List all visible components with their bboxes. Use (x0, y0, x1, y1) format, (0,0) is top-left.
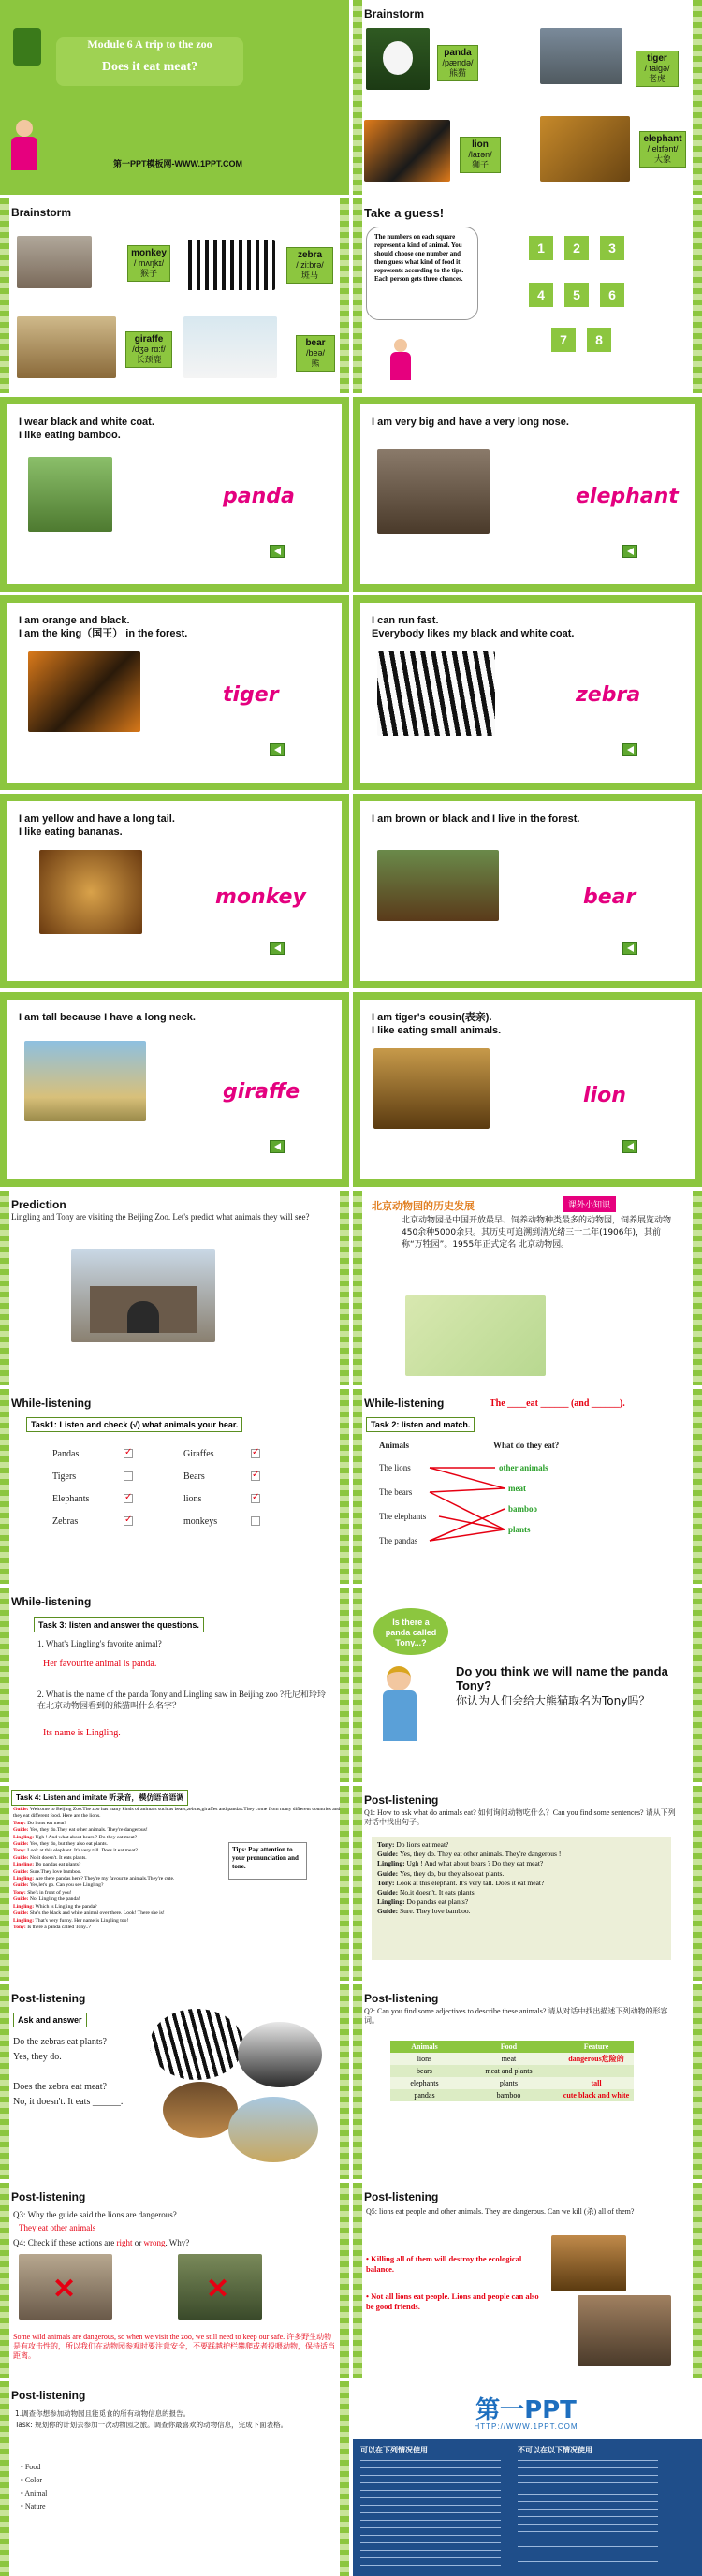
lion-photo (540, 116, 630, 182)
slide-title: Post-listening (364, 1992, 439, 2005)
play-button[interactable] (270, 743, 285, 756)
dialogue-line (13, 1827, 341, 1834)
riddle-line-2: Everybody likes my black and white coat. (372, 628, 575, 639)
food-plants: plants (508, 1525, 531, 1534)
task-label: Task 2: listen and match. (366, 1417, 475, 1432)
header-feature: Feature (583, 2042, 609, 2051)
usage-allowed-heading: 可以在下列情况使用 (360, 2446, 428, 2454)
elephant-photo (540, 28, 622, 84)
post-listening-ask-slide (0, 1984, 349, 2179)
slide-title: Post-listening (364, 2190, 439, 2203)
guess-square-8[interactable]: 8 (587, 328, 611, 352)
speaker: Guide: (377, 1907, 400, 1916)
line-text: Sure. They love bamboo. (399, 1907, 471, 1916)
line-text: No,it doesn't. It eats plants. (29, 1854, 87, 1861)
animal-bears: The bears (379, 1487, 413, 1497)
speaker: Tony: (13, 1924, 28, 1930)
speaker: Guide: (13, 1868, 30, 1875)
guess-instructions: The numbers on each square represent a kind of animal. You should choose one number and then guess what kind of food it represents according to the tips. Each person gets three chances. (366, 227, 478, 320)
listening-task1-slide (0, 1389, 349, 1584)
dialogue-line (13, 1890, 341, 1896)
panda-photo (366, 28, 430, 90)
prediction-slide (0, 1191, 349, 1385)
task-label: Ask and answer (13, 2012, 87, 2027)
ad-slide (353, 2381, 702, 2576)
line-text: Yes, they do, but they also eat plants. (29, 1841, 108, 1848)
table-cell: pandas (414, 2091, 435, 2100)
riddle-answer: monkey (215, 886, 306, 909)
riddle-slide-giraffe (0, 992, 349, 1187)
brainstorm-slide-1 (353, 0, 702, 195)
table-cell: cute black and white (563, 2091, 630, 2100)
line-text: No, Lingling the panda! (29, 1896, 80, 1903)
dialogue-line (377, 1897, 665, 1907)
giraffe-photo (24, 1041, 146, 1121)
col-food: What do they eat? (493, 1441, 560, 1450)
speaker: Guide: (377, 1888, 400, 1897)
tiger-photo (28, 651, 140, 732)
panda-photo (28, 457, 112, 532)
riddle-line-2: I like eating bamboo. (19, 430, 121, 441)
task-label: Task 4: Listen and imitate 听录音，模仿语音语调 (11, 1790, 188, 1806)
dialogue-line (13, 1918, 341, 1925)
riddle-answer: giraffe (223, 1080, 300, 1104)
adjective-table (390, 2041, 634, 2101)
question-3: Q3: Why the guide said the lions are dangerous? (13, 2210, 177, 2219)
line-text: She's the black and white animal over there. Look! There she is! (29, 1910, 165, 1917)
dialogue-line (13, 1807, 341, 1821)
riddle-line-2: I like eating bananas. (19, 827, 123, 838)
list-item: • Color (21, 2476, 43, 2484)
list-item: • Food (21, 2463, 41, 2471)
dialogue-line (13, 1821, 341, 1827)
zebra-photo (183, 240, 275, 290)
post-listening-task-slide (0, 2381, 349, 2576)
post-listening-q5-slide (353, 2183, 702, 2378)
label-panda: panda /pændə/ 熊猫 (437, 45, 478, 81)
play-button[interactable] (270, 1140, 285, 1153)
riddle-line-1: I am yellow and have a long tail. (19, 813, 175, 825)
speaker: Guide: (13, 1854, 30, 1861)
qa-line-1: Do the zebras eat plants? (13, 2037, 107, 2047)
speaker: Tony: (377, 1878, 397, 1887)
question-1: 1. What's Lingling's favorite animal? (37, 1639, 162, 1648)
guess-slide (353, 198, 702, 393)
play-button[interactable] (622, 942, 637, 955)
riddle-answer: zebra (576, 683, 641, 707)
line-text: Ugh ! And what about bears ? Do they eat meat? (35, 1834, 138, 1840)
speaker: Tony: (377, 1840, 397, 1849)
link-list[interactable] (518, 2494, 658, 2569)
table-cell: bamboo (496, 2091, 521, 2100)
zoo-gate-photo (71, 1249, 215, 1342)
item-pandas: Pandas (52, 1449, 80, 1459)
dialogue-line (13, 1910, 341, 1917)
speaker: Lingling: (13, 1903, 36, 1910)
line-text: Yes, they do. They eat other animals. They're dangerous ! (399, 1850, 562, 1859)
table-cell: lions (417, 2055, 432, 2063)
dialogue-line (13, 1896, 341, 1903)
item-zebras: Zebras (52, 1516, 79, 1527)
qa-line-2: Yes, they do. (13, 2052, 62, 2062)
riddle-answer: bear (583, 886, 636, 909)
guess-square-1[interactable]: 1 (529, 236, 553, 260)
label-tiger: tiger / taigə/ 老虎 (636, 51, 679, 87)
play-button[interactable] (622, 1140, 637, 1153)
guess-square-4[interactable]: 4 (529, 283, 553, 307)
dialogue-line (377, 1859, 665, 1868)
slide-title: While-listening (11, 1397, 92, 1410)
guess-square-2[interactable]: 2 (564, 236, 589, 260)
animal-lions: The lions (379, 1463, 411, 1472)
speaker: Lingling: (13, 1862, 36, 1868)
speaker: Lingling: (377, 1859, 407, 1868)
discussion-question-cn: 你认为人们会给大熊猫取名为Tony吗？ (456, 1694, 651, 1707)
riddle-slide-tiger (0, 595, 349, 790)
riddle-answer: elephant (576, 485, 679, 508)
check-giraffes[interactable] (251, 1449, 260, 1458)
giraffe-photo (228, 2097, 318, 2162)
check-pandas[interactable] (124, 1449, 133, 1458)
riddle-slide-zebra (353, 595, 702, 790)
guess-square-3[interactable]: 3 (600, 236, 624, 260)
guess-square-7[interactable]: 7 (551, 328, 576, 352)
table-cell: elephants (410, 2079, 439, 2087)
play-button[interactable] (622, 743, 637, 756)
zoo-history-text: 北京动物园是中国开放最早、饲养动物种类最多的动物园，饲养展览动物450余种5000余只。其历史可追溯到清光绪三十二年(1906年)，其前称“万牲园”。1955年正式定名 北京动物园。 (402, 1216, 672, 1250)
riddle-line-1: I am tiger's cousin(表亲). (372, 1012, 492, 1023)
header-animals: Animals (411, 2042, 438, 2051)
extra-knowledge-tag: 课外小知识 (563, 1196, 616, 1212)
action-photo-2: ✕ (178, 2254, 262, 2320)
monkey-photo (39, 850, 142, 934)
riddle-line-1: I am very big and have a very long nose. (372, 417, 569, 428)
cover-title: Does it eat meat? (101, 60, 198, 74)
check-monkeys[interactable] (251, 1516, 260, 1526)
speaker: Guide: (13, 1910, 30, 1917)
dialogue-line (13, 1925, 341, 1931)
zoo-history-slide (353, 1191, 702, 1385)
label-zebra: zebra / zi:brə/ 斑马 (286, 247, 333, 284)
answer-1: Her favourite animal is panda. (43, 1659, 157, 1669)
homework-line-2: Task: 规划你的计划去参加一次动物园之旅。调查你最喜欢的动物信息，完成下面表格。 (15, 2421, 288, 2429)
bear-photo (183, 316, 277, 378)
dialogue-line (377, 1888, 665, 1897)
speaker: Guide: (13, 1896, 30, 1903)
site-label: 第一PPT模板网-WWW.1PPT.COM (113, 159, 242, 168)
boy-icon (381, 1666, 418, 1760)
answer-3: They eat other animals (19, 2223, 96, 2232)
line-text: Yes, they do, but they also eat plants. (399, 1868, 505, 1878)
discussion-question-en: Do you think we will name the panda Tony? (456, 1664, 668, 1692)
check-zebras[interactable] (124, 1516, 133, 1526)
line-text: Which is Lingling the panda? (35, 1903, 97, 1910)
safety-note: Some wild animals are dangerous, so when we visit the zoo, we still need to keep our safe. 许多野生动物是有攻击性的，所以我们在动物园参观时要注意安全，不要踩越护栏攀爬或者投喂动物，保持适当距离。 (13, 2333, 335, 2360)
listening-task2-slide (353, 1389, 702, 1584)
post-listening-q3-slide (0, 2183, 349, 2378)
logo: 第一PPT (475, 2396, 577, 2424)
post-listening-q2-slide (353, 1984, 702, 2179)
dialogue-line (377, 1840, 665, 1850)
speaker: Lingling: (377, 1897, 407, 1907)
tiger-photo (364, 120, 450, 182)
check-bears[interactable] (251, 1471, 260, 1481)
slide-title: Post-listening (11, 1992, 86, 2005)
line-text: Welcome to Beijing Zoo.The zoo has many kinds of animals such as bears,zebras,giraffes and pandas.They come from many different countries and they eat different food. Here are the lions. (13, 1807, 341, 1820)
line-text: Ugh ! And what about bears ? Do they eat meat? (406, 1859, 544, 1868)
slide-title: Post-listening (364, 1793, 439, 1807)
action-photo-1: ✕ (19, 2254, 112, 2320)
task-label: Task 3: listen and answer the questions. (34, 1617, 204, 1632)
line-text: That's very funny. Her name is Lingling too! (35, 1917, 129, 1924)
riddle-line-2: I am the king（国王） in the forest. (19, 628, 188, 639)
bear-photo (377, 850, 499, 921)
line-text: Do lions eat meat? (27, 1820, 66, 1826)
riddle-answer: tiger (223, 683, 279, 707)
label-giraffe: giraffe /dʒə rɑ:f/ 长颈鹿 (125, 331, 172, 368)
play-button[interactable] (270, 942, 285, 955)
speech-bubble: Is there a panda called Tony...? (373, 1608, 448, 1655)
slide-title: While-listening (364, 1397, 445, 1410)
label-bear: bear /beə/ 熊 (296, 335, 335, 372)
guess-square-6[interactable]: 6 (600, 283, 624, 307)
bear-photo (163, 2082, 238, 2138)
qa-line-4: No, it doesn't. It eats ______. (13, 2097, 124, 2107)
food-meat: meat (508, 1484, 526, 1493)
speaker: Lingling: (13, 1876, 36, 1882)
animal-elephants: The elephants (379, 1512, 427, 1521)
play-button[interactable] (270, 545, 285, 558)
qa-line-3: Does the zebra eat meat? (13, 2082, 107, 2092)
play-button[interactable] (622, 545, 637, 558)
usage-forbidden-heading: 不可以在以下情况使用 (518, 2446, 592, 2454)
check-tigers[interactable] (124, 1471, 133, 1481)
riddle-line-2: I like eating small animals. (372, 1025, 502, 1036)
label-monkey: monkey / mʌŋkɪ/ 猴子 (127, 245, 170, 282)
imitate-slide (0, 1786, 349, 1981)
slide-title: Brainstorm (11, 206, 72, 219)
riddle-line-1: I am brown or black and I live in the forest. (372, 813, 580, 825)
riddle-slide-lion (353, 992, 702, 1187)
allowed-list (360, 2460, 501, 2569)
list-item: • Nature (21, 2502, 46, 2510)
module-label: Module 6 A trip to the zoo (87, 37, 212, 51)
riddle-answer: panda (223, 485, 295, 508)
match-lines (353, 1389, 702, 1584)
sentence-pattern: The ____eat ______ (and ______). (490, 1398, 625, 1409)
brainstorm-slide-2 (0, 198, 349, 393)
riddle-line-1: I wear black and white coat. (19, 417, 154, 428)
speaker: Guide: (377, 1850, 400, 1859)
line-text: Look at this elephant. It's very tall. Does it eat meat? (27, 1848, 139, 1854)
table-cell: dangerous危险的 (568, 2055, 624, 2063)
slide-title: Prediction (11, 1198, 66, 1211)
table-cell: meat and plants (485, 2067, 533, 2075)
table-cell: meat (501, 2055, 517, 2063)
question-2: 2. What is the name of the panda Tony and Lingling saw in Beijing zoo ?托尼和玲玲在北京动物园看到的熊猫叫什么名字？ (37, 1690, 326, 1710)
logo-url[interactable]: HTTP://WWW.1PPT.COM (474, 2422, 578, 2431)
speaker: Guide: (13, 1807, 30, 1812)
animal-pandas: The pandas (379, 1536, 418, 1545)
discussion-slide (353, 1588, 702, 1782)
task-label: Task1: Listen and check (√) what animals your hear. (26, 1417, 242, 1432)
item-monkeys: monkeys (183, 1516, 218, 1527)
forbidden-list (518, 2460, 658, 2488)
dialogue-line (377, 1907, 665, 1916)
question-text: Q2: Can you find some adjectives to describe these animals? 请从对话中找出描述下列动物的形容词。 (364, 2007, 668, 2025)
zebra-photo (377, 651, 495, 736)
riddle-line-1: I am orange and black. (19, 615, 130, 626)
panda-photo (238, 2022, 322, 2087)
item-bears: Bears (183, 1471, 205, 1482)
col-animals: Animals (379, 1441, 410, 1450)
speaker: Guide: (13, 1841, 30, 1848)
bullet-2: • Not all lions eat people. Lions and people can also be good friends. (366, 2291, 539, 2311)
line-text: Do lions eat meat? (396, 1840, 449, 1849)
speaker: Guide: (377, 1868, 400, 1878)
zoo-map (405, 1295, 546, 1376)
dialogue-line (377, 1850, 665, 1859)
dialogue-line (13, 1835, 341, 1841)
list-item: • Animal (21, 2489, 48, 2497)
line-text: No,it doesn't. It eats plants. (399, 1888, 476, 1897)
table-cell: bears (417, 2067, 432, 2075)
post-listening-q1-slide (353, 1786, 702, 1981)
line-text: Sure.They love bamboo. (29, 1868, 81, 1875)
label-elephant: elephant / elɪfənt/ 大象 (639, 131, 686, 168)
answer-2: Its name is Lingling. (43, 1728, 121, 1738)
riddle-slide-panda (0, 397, 349, 592)
riddle-slide-monkey (0, 794, 349, 988)
slide-title: Post-listening (11, 2389, 86, 2402)
speaker: Tony: (13, 1889, 28, 1895)
monkey-photo (17, 236, 92, 288)
dialogue-line (377, 1879, 665, 1888)
guess-square-5[interactable]: 5 (564, 283, 589, 307)
riddle-slide-bear (353, 794, 702, 988)
speaker: Guide: (13, 1882, 30, 1889)
dialogue-line (13, 1882, 341, 1889)
food-other-animals: other animals (499, 1463, 548, 1472)
item-giraffes: Giraffes (183, 1449, 214, 1459)
speaker: Lingling: (13, 1834, 36, 1840)
slide-title: Take a guess! (364, 206, 445, 220)
header-food: Food (500, 2042, 518, 2051)
map-icon (13, 28, 41, 66)
cover-slide (0, 0, 349, 195)
table-cell (559, 2065, 634, 2077)
check-lions[interactable] (251, 1494, 260, 1503)
teacher-icon (390, 339, 411, 386)
bullet-1: • Killing all of them will destroy the ecological balance. (366, 2254, 522, 2274)
food-bamboo: bamboo (508, 1504, 538, 1514)
lion-photo-2 (578, 2295, 671, 2366)
question-4: Q4: Check if these actions are right or wrong. Why? (13, 2238, 190, 2247)
line-text: She's in front of you! (27, 1889, 72, 1895)
tip-box: Tips: Pay attention to your pronunciation and tone. (228, 1842, 307, 1880)
dialogue-box (372, 1837, 671, 1960)
elephant-photo (377, 449, 490, 534)
dialogue-line (377, 1869, 665, 1879)
item-lions: lions (183, 1494, 202, 1504)
label-lion: lion /laɪən/ 狮子 (460, 137, 501, 173)
line-text: Do pandas eat plants? (406, 1897, 469, 1907)
slide-title: Brainstorm (364, 7, 425, 21)
table-cell: tall (591, 2079, 602, 2087)
speaker: Guide: (13, 1827, 30, 1834)
slide-title: Post-listening (11, 2190, 86, 2203)
line-text: Are there pandas here? They're my favourite animals.They're cute. (35, 1876, 175, 1882)
riddle-line-1: I can run fast. (372, 615, 439, 626)
listening-task3-slide (0, 1588, 349, 1782)
table-cell: plants (499, 2079, 519, 2087)
slide-title: 北京动物园的历史发展 (372, 1200, 475, 1212)
line-text: Is there a panda called Tony..? (27, 1924, 91, 1930)
line-text: Look at this elephant. It's very tall. Does it eat meat? (396, 1878, 545, 1887)
riddle-line-1: I am tall because I have a long neck. (19, 1012, 196, 1023)
speaker: Tony: (13, 1848, 28, 1854)
riddle-answer: lion (583, 1084, 626, 1107)
line-text: Do pandas eat plants? (35, 1862, 81, 1868)
dialogue-line (13, 1904, 341, 1910)
question-text: Q1: How to ask what do animals eat? 如何询问动物吃什么？Can you find some sentences? 请从下列对话中找出句子。 (364, 1808, 676, 1826)
question-5: Q5: lions eat people and other animals. They are dangerous. Can we kill (杀) all of them? (366, 2207, 635, 2216)
prediction-text: Lingling and Tony are visiting the Beijing Zoo. Let's predict what animals they will see? (11, 1212, 310, 1222)
homework-line-1: 1.调查你想参加动物园且能觅食的所有动物信息的报告。 (15, 2409, 191, 2418)
speaker: Lingling: (13, 1917, 36, 1924)
item-elephants: Elephants (52, 1494, 90, 1504)
lion-photo-1 (551, 2235, 626, 2291)
speaker: Tony: (13, 1820, 28, 1826)
slide-title: While-listening (11, 1595, 92, 1608)
riddle-slide-elephant (353, 397, 702, 592)
line-text: Yes,let's go. Can you see Lingling? (29, 1882, 104, 1889)
item-tigers: Tigers (52, 1471, 77, 1482)
check-elephants[interactable] (124, 1494, 133, 1503)
line-text: Yes, they do.They eat other animals. They're dangerous! (29, 1827, 148, 1834)
zebra-photo (150, 2009, 243, 2080)
lion-photo (373, 1048, 490, 1129)
giraffe-photo (17, 316, 116, 378)
